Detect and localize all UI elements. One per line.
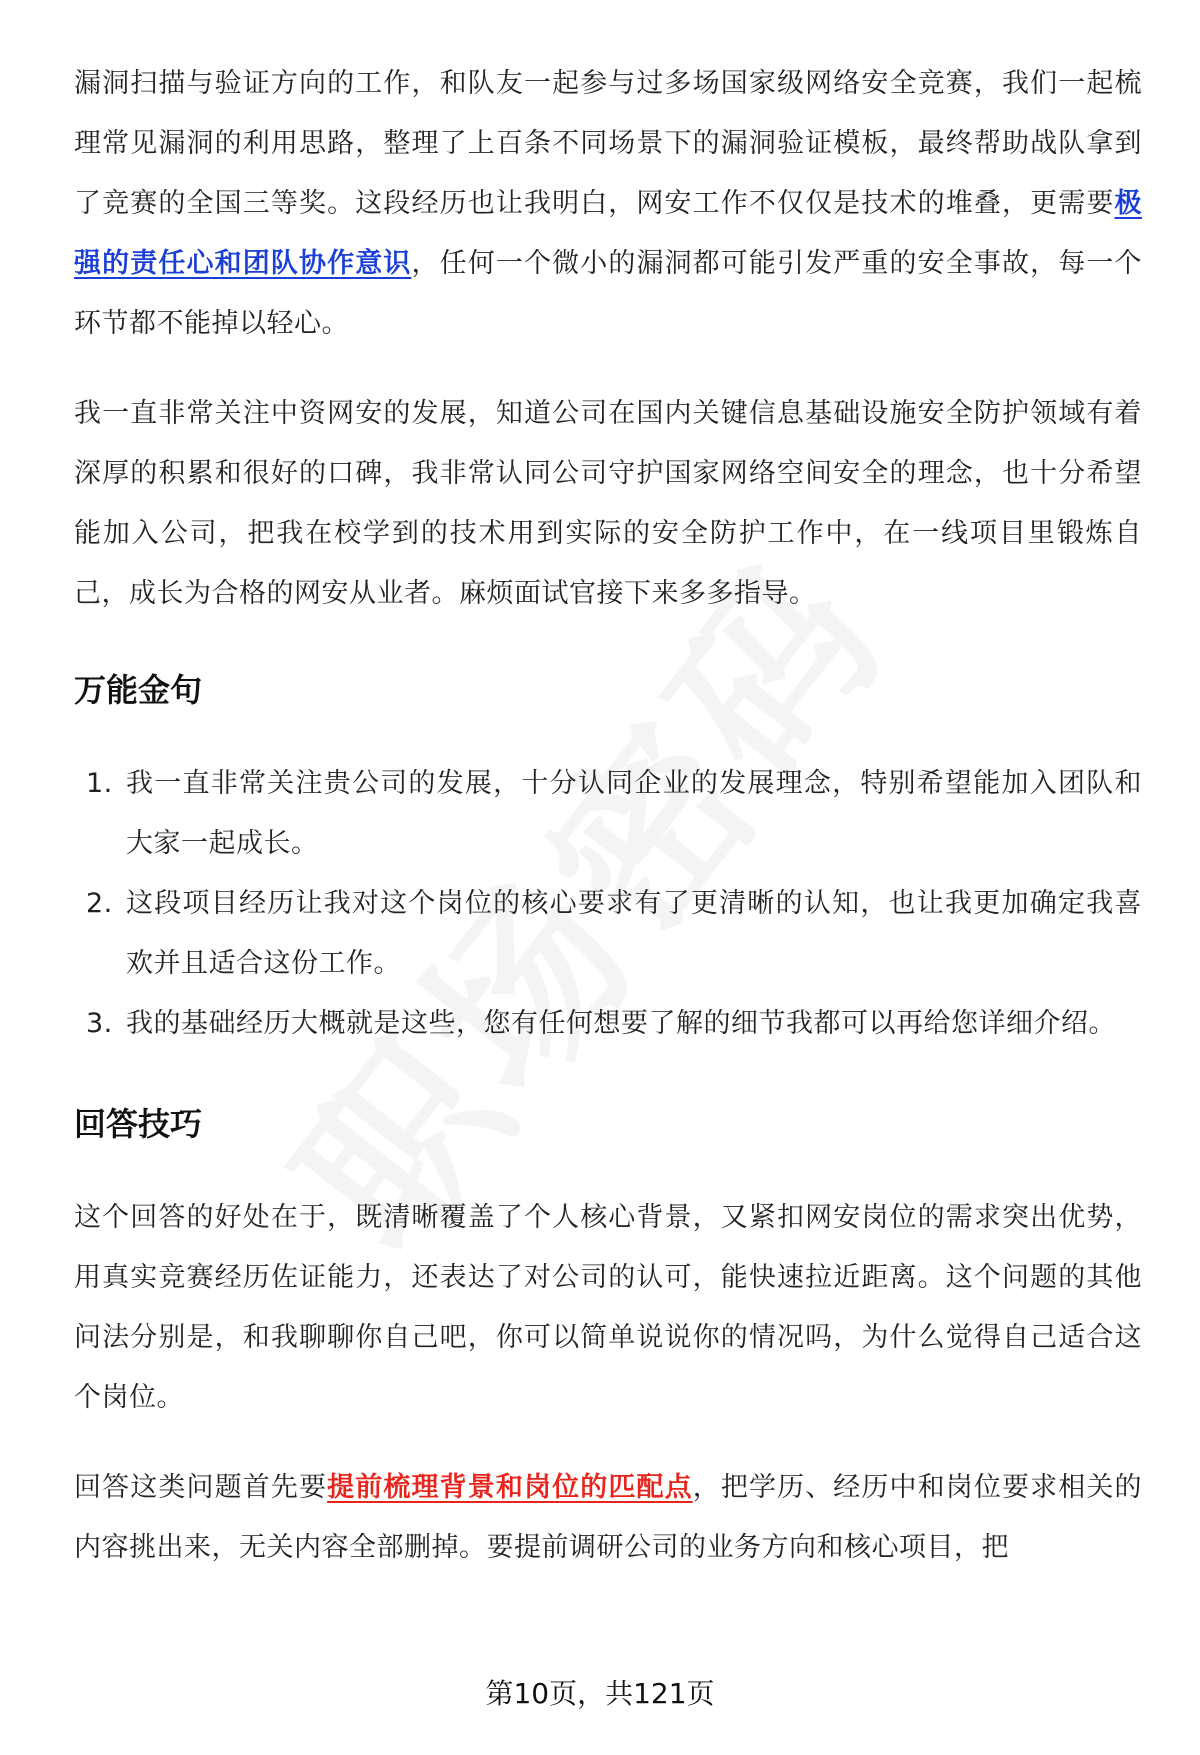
list-number: 2. [86,888,113,919]
list-item [74,754,1142,874]
paragraph-answer-benefits: 这个回答的好处在于，既清晰覆盖了个人核心背景，又紧扣网安岗位的需求突出优势，用真实竞赛经历佐证能力，还表达了对公司的认可，能快速拉近距离。这个问题的其他问法分别是，和我聊聊你自己吧，你可以简单说说你的情况吗，为什么觉得自己适合这个岗位。 [74,1202,1142,1413]
document-page [74,54,1142,1608]
paragraph-competition-experience [74,54,1142,354]
list-number: 1. [86,768,113,799]
paragraph-text: 漏洞扫描与验证方向的工作，和队友一起参与过多场国家级网络安全竞赛，我们一起梳理常见漏洞的利用思路，整理了上百条不同场景下的漏洞验证模板，最终帮助战队拿到了竞赛的全国三等奖。这段经历也让我明白，网安工作不仅仅是技术的堆叠，更需要 [74,68,1142,219]
paragraph-text: 回答这类问题首先要 [74,1472,328,1503]
list-number: 3. [86,1008,113,1039]
section-heading-golden-sentences: 万能金句 [74,671,203,709]
list-item [74,874,1142,994]
paragraph-company-interest: 我一直非常关注中资网安的发展，知道公司在国内关键信息基础设施安全防护领域有着深厚的积累和很好的口碑，我非常认同公司守护国家网络空间安全的理念，也十分希望能加入公司，把我在校学到的技术用到实际的安全防护工作中，在一线项目里锻炼自己，成长为合格的网安从业者。麻烦面试官接下来多多指导。 [74,398,1142,609]
list-item-text: 我一直非常关注贵公司的发展，十分认同企业的发展理念，特别希望能加入团队和大家一起成长。 [126,768,1142,859]
paragraph-text: ，任何一个微小的漏洞都可能引发严重的安全事故，每一个环节都不能掉以轻心。 [74,248,1143,339]
paragraph-text: ，把学历、经历中和岗位要求相关的内容挑出来，无关内容全部删掉。要提前调研公司的业务方向和核心项目，把 [74,1472,1143,1563]
highlight-responsibility-teamwork: 极强的责任心和团队协作意识 [74,188,1142,279]
page-footer: 第10页，共121页 [485,1677,715,1710]
list-item-text: 这段项目经历让我对这个岗位的核心要求有了更清晰的认知，也让我更加确定我喜欢并且适合这份工作。 [126,888,1142,979]
highlight-match-points: 提前梳理背景和岗位的匹配点 [327,1472,693,1503]
paragraph-answer-method [74,1458,1142,1578]
list-item-text: 我的基础经历大概就是这些，您有任何想要了解的细节我都可以再给您详细介绍。 [126,1008,1116,1039]
section-heading-answer-tips: 回答技巧 [74,1105,203,1143]
list-item [74,994,1142,1054]
golden-sentences-list [74,754,1142,1054]
